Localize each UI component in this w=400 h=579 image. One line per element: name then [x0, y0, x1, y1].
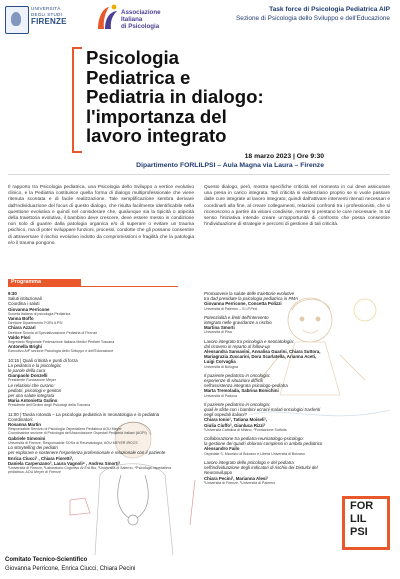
programme-item: per una salute integrata [8, 393, 55, 399]
programme-item: Giulia Ciuffo², Gianluca Rizzi³ [204, 422, 266, 428]
programme-item: Antonella Brighi [8, 344, 42, 350]
programme-item: quali le sfide con i bambini ucraini malati oncologici trasferiti [204, 407, 321, 413]
programme-item: Valdo Flori [8, 334, 31, 340]
aip-logo-icon [93, 3, 121, 33]
programme-item: nell'individuazione degli indicatori di rischio dei Disturbi del [204, 465, 318, 471]
programme-item: Coordinatori: [8, 416, 34, 422]
programme-item: La pediatria e la psicologia: [8, 362, 62, 368]
event-venue: Dipartimento FORLILPSI – Aula Magna via Laura – Firenze [136, 162, 324, 169]
programme-left-column [8, 291, 186, 474]
programme-item: Marta Tremolada, Sabrina Bonichini [204, 388, 279, 394]
programme-item: Ospedale S. Maurizio di Bolzano e Libera Università di Bolzano [204, 451, 305, 456]
aip-line-1: Associazione [121, 9, 161, 16]
programme-item: Alessandra Sansavini, Annalisa Guarini, Chiara Suttora, [204, 349, 321, 355]
programme-item: ¹Università di Firenze, ²Laboratorio Cognitivo AnTrA Bio, ³Università di Salerno, ⁴Psicologa ospedaliera pediatrica, AOU Meyer di Firenze [8, 465, 172, 475]
programme-item: Segretario Regionale Federazione Italiana Medici Pediatri Toscana [8, 340, 115, 345]
programme-item: Presidente dell'Ordine degli Psicologi della Toscana [8, 403, 91, 408]
programme-item: Presidente Fondazione Meyer [8, 378, 56, 383]
programme-item: Il paziente pediatrico in oncologia: [204, 401, 271, 407]
title-line: Pediatrica e [86, 66, 191, 88]
forlipsi-logo-text: LIL [350, 513, 367, 525]
programme-item: Maria Antonietta Gulino [8, 398, 58, 404]
title-line: Psicologia [86, 47, 179, 68]
programme-item: Mariagrazia Zuccarini, Dora Scarlatella, Arianna Aceti, [204, 354, 317, 360]
programme-item: nell'assistenza integrata psicologo-pediatra [204, 383, 288, 389]
programme-item: Coordinatrice sezione di Psicologia dell'Associazione Ospedali Pediatrici Italiani (AOPI) [8, 431, 147, 436]
programme-item: integrato nelle gravidanze a rischio [204, 320, 272, 326]
taskforce-subtitle: Sezione di Psicologia dello Sviluppo e dell'Educazione [236, 15, 390, 22]
divider [8, 174, 390, 175]
committee-title: Comitato Tecnico-Scientifico [5, 557, 88, 563]
programme-item: Università di Pisa [204, 330, 232, 335]
programme-item: Rosanna Martin [8, 422, 41, 428]
university-seal-icon [5, 6, 29, 34]
programme-item: esperienze di situazioni difficili [204, 378, 263, 384]
programme-item: Università di Padova [204, 393, 237, 398]
programme-item: Gabriele Simonini [8, 435, 46, 441]
programme-item: Lavoro integrato tra psicologia e neonatologia: [204, 338, 295, 344]
programme-right-column [204, 291, 390, 485]
programme-item: 11:00 | Tavola rotonda – La psicologia pediatrica in neonatologia e in pediatria [8, 411, 160, 417]
programme-item: Giovanna Perricone [8, 306, 50, 312]
university-line-1: UNIVERSITÀ [31, 6, 61, 11]
intro-left-paragraph: Il rapporto tra Psicologia pediatrica, una Psicologia dello Sviluppo a vertice evolutivo clinico, e la Pediatria costituisce quella forma di dialogo multiprofessionale che viene ritenuta scontata e di facile realizzazione. Tale semplificazione sembra derivare dall'individuazione del focus di questo dialogo, che risulta facilmente identificabile nella questione evolutiva e quindi nel considerare che, qualunque sia la tipicità o atipicità della traiettoria evolutiva, il bambino deve crescere, deve essere messo in condizione non solo di guarire dalla patologia organica e/o di superare o evitare un trauma psichico, ma di poter sviluppare funzioni, processi, condotte che gli possano consentire di attraversare il rischio evolutivo indotto da compromissioni e fragilità che la patologia e/o il trauma pongono. [8, 185, 194, 246]
programme-item: Chiara Pecini¹, Marianna Alesi² [204, 475, 269, 481]
forlipsi-logo-text: FOR [350, 500, 374, 512]
programme-item: Saluti istituzionali [8, 296, 42, 302]
programme-item: Università di Bologna [204, 364, 238, 369]
programme-item: Gianpaolo Donzelli [8, 373, 48, 379]
programme-item: Promuovere la salute delle traiettorie evolutive [204, 291, 295, 296]
programme-item: Luigi Corvaglia [204, 359, 236, 365]
programme-item: Daniela Carpenzano³, Laura Vagnoli⁴ , Andrea Smorti² [8, 460, 121, 466]
programme-item: Collaborazione tra pediatra-reumatologo-psicologo: [204, 436, 304, 442]
programme-item: Società Italiana di psicologia Pediatrica [8, 311, 71, 316]
taskforce-title: Task force di Psicologia Pediatrica AIP [269, 6, 390, 13]
programme-item: 9:30 [8, 291, 17, 296]
programme-item: Esecutivo AIP sezione Psicologia dello Sviluppo e dell'Educazione [8, 349, 114, 354]
programme-item: Il paziente pediatrico in oncologia: [204, 372, 271, 378]
programme-label: Programma [8, 279, 81, 286]
programme-item: Giovanna Perricone, Concetta Polizzi [204, 301, 282, 307]
programme-item: la gestione dei quadri dolorosi complessi in ambito pediatrico [204, 441, 323, 447]
title-line: lavoro integrato [86, 125, 227, 147]
programme-item: ¹Università Cattolica di Milano, ²Fondazione Sutfolia [204, 427, 287, 432]
programme-item: Enrica Ciucci¹ , Chiara Fioretti², [8, 455, 74, 461]
aip-line-3: di Psicologia [121, 23, 160, 31]
programme-item: Chiara Ionio¹, Tatiana Moiseli¹, [204, 417, 268, 423]
programme-item: Coordina i saluti [8, 301, 40, 307]
programme-item: Lavoro integrato dello psicologo e del pediatra [204, 459, 294, 465]
programme-rule [8, 286, 178, 287]
programme-item: ¹Università di Firenze, ²Università di Palermo [204, 480, 276, 485]
programme-item: Direttore Scuola di Specializzazione Pediatria di Firenze [8, 330, 98, 335]
programme-item: Università di Palermo – S.I.P.Ped. [204, 306, 258, 311]
programme-item: pediatri, psicologi e genitori [8, 387, 62, 393]
forlipsi-logo-text: PSI [350, 526, 368, 538]
aip-line-2: Italiana [121, 16, 143, 24]
committee-names: Giovanna Perricone, Enrica Ciucci, Chiara Pecini [5, 566, 136, 572]
programme-item: 10:15 | Quali criticità e punti di forza [8, 357, 78, 363]
programme-item: negli ospedali italiani? [204, 412, 247, 418]
programme-item: dal ricovero in reparto al follow-up [204, 343, 270, 349]
title-line: Pediatria in dialogo: [86, 86, 264, 108]
programme-item: le parole della cura [8, 368, 46, 374]
university-line-3: FIRENZE [31, 17, 67, 26]
university-name [31, 6, 91, 26]
programme-item: Vanna Boffo [8, 316, 34, 322]
forlipsi-logo-icon [342, 496, 390, 550]
programme-item: Responsabile Servizio di Psicologia Ospedaliera Pediatrica AOU Meyer [8, 427, 122, 432]
programme-item: tra dad presidate la psicologia pediatrica in PMA [204, 296, 298, 302]
programme-item: Martina Smorti [204, 325, 235, 331]
programme-item: Direttore Dipartimento FORLILPSI [8, 321, 63, 326]
intro-right-paragraph: Questo dialogo, però, mostra specifiche criticità nel momento in cui deve assicurare una presa in carico integrata. Tali criticità si evidenziano proprio se si vuole passare dalle cure integrate al lavoro integrato; quindi dall'attivare interventi ritenuti necessari e coordinarli alla fine, al creare collegamenti, relazioni confronti tra i professionisti, che si riconoscono a partire da visioni condivise, mentre si prestano le cure necessarie. In tal senso l'iniziativa intende creare un'opportunità di confronto che possa consentire l'individuazione di strategie e percorsi di gestione di tali criticità. [204, 185, 390, 228]
programme-item: Chiara Azzari [8, 325, 36, 331]
title-bracket [72, 47, 82, 153]
programme-item: per esplorare e sostenere l'esperienza professionale e relazionale con il paziente [8, 450, 166, 456]
programme-item: Neurosviluppo [204, 470, 233, 476]
title-line: l'importanza del [86, 105, 227, 127]
programme-item: Potenzialità e limiti dell'intervento [204, 314, 269, 320]
event-title [86, 48, 316, 146]
programme-item: Le relazioni che curano: [8, 382, 55, 388]
programme-item: Alessandro Failo [204, 446, 240, 452]
programme-item: Lo storytelling dei pediatri [8, 445, 58, 451]
aip-name [121, 9, 176, 31]
event-date: 18 marzo 2023 | Ore 9:30 [244, 153, 324, 160]
programme-item: Università di Firenze, Responsabile SOSa di Reumatologia, AOU MEYER IRCCS [8, 440, 138, 445]
university-line-2: DEGLI STUDI [31, 11, 63, 17]
